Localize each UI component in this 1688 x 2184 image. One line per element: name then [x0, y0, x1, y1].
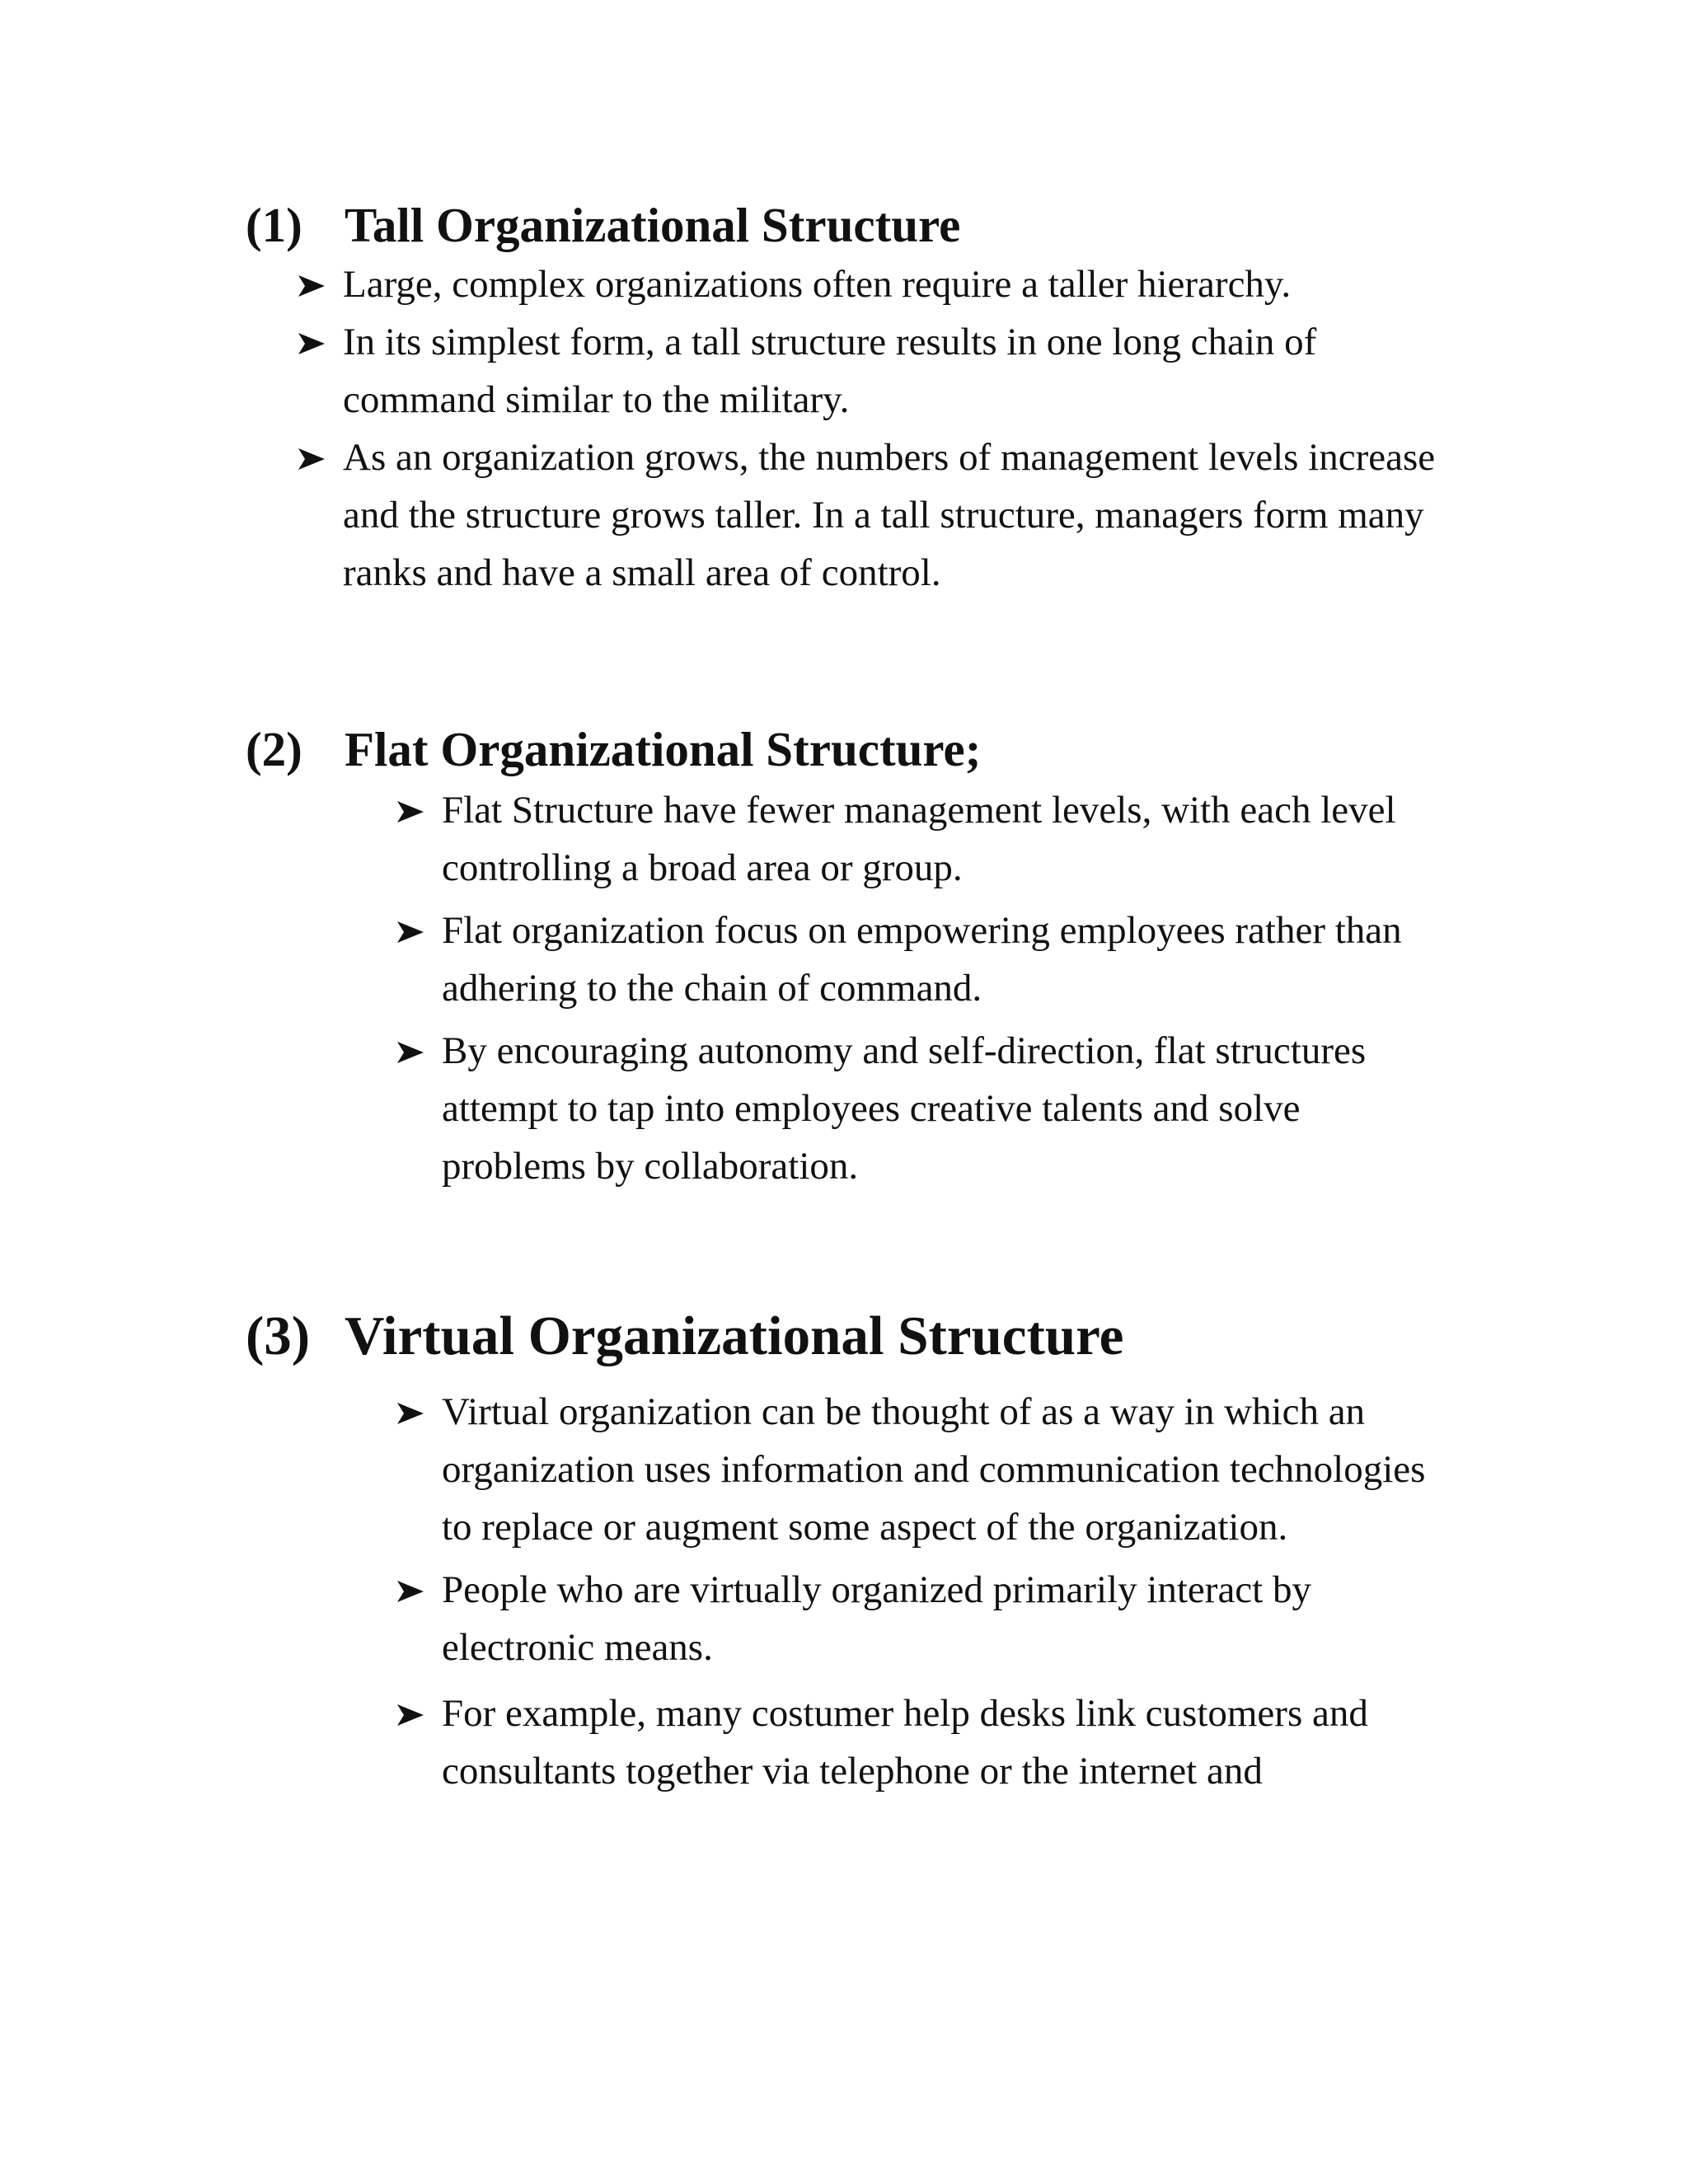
list-item-text: Flat Structure have fewer management levels, with each level controlling a broad area or group.	[442, 789, 1396, 889]
list-item-text: Flat organization focus on empowering employees rather than adhering to the chain of command.	[442, 909, 1402, 1010]
arrow-bullet-icon	[396, 1579, 425, 1604]
list-item	[442, 1022, 1447, 1195]
list-item	[343, 313, 1447, 429]
arrow-bullet-icon	[297, 274, 326, 298]
arrow-bullet-icon	[396, 1401, 425, 1426]
section-1-number: (1)	[246, 198, 302, 252]
list-item	[343, 429, 1447, 602]
section-3-title: Virtual Organizational Structure	[345, 1305, 1124, 1366]
list-item-text: By encouraging autonomy and self-direction, flat structures attempt to tap into employees creative talents and solve problems by collaboration.	[442, 1029, 1367, 1188]
arrow-bullet-icon	[297, 331, 326, 356]
list-item	[442, 781, 1447, 897]
arrow-bullet-icon	[297, 447, 326, 471]
list-item-text: As an organization grows, the numbers of management levels increase and the structure grows taller. In a tall structure, managers form many ranks and have a small area of control.	[343, 436, 1436, 594]
section-3-list	[442, 1383, 1447, 1800]
list-item-text: Virtual organization can be thought of as a way in which an organization uses information and communication technologies to replace or augment some aspect of the organization.	[442, 1390, 1426, 1549]
list-item-text: Large, complex organizations often require a taller hierarchy.	[343, 263, 1292, 306]
arrow-bullet-icon	[396, 920, 425, 944]
arrow-bullet-icon	[396, 1703, 425, 1727]
section-1-list	[343, 255, 1447, 602]
section-2-list	[442, 781, 1447, 1195]
list-item-text: In its simplest form, a tall structure results in one long chain of command similar to the military.	[343, 321, 1317, 421]
list-item	[442, 1561, 1447, 1676]
list-item	[343, 255, 1447, 313]
section-2-title: Flat Organizational Structure;	[345, 722, 982, 776]
list-item	[442, 1685, 1447, 1800]
arrow-bullet-icon	[396, 1040, 425, 1065]
section-1-title: Tall Organizational Structure	[345, 198, 961, 252]
section-3-number: (3)	[246, 1305, 311, 1366]
list-item-text: People who are virtually organized primarily interact by electronic means.	[442, 1568, 1311, 1669]
section-2-number: (2)	[246, 722, 302, 776]
arrow-bullet-icon	[396, 799, 425, 824]
list-item-text: For example, many costumer help desks link customers and consultants together via telephone or the internet and	[442, 1692, 1368, 1793]
list-item	[442, 1383, 1447, 1556]
list-item	[442, 902, 1447, 1017]
